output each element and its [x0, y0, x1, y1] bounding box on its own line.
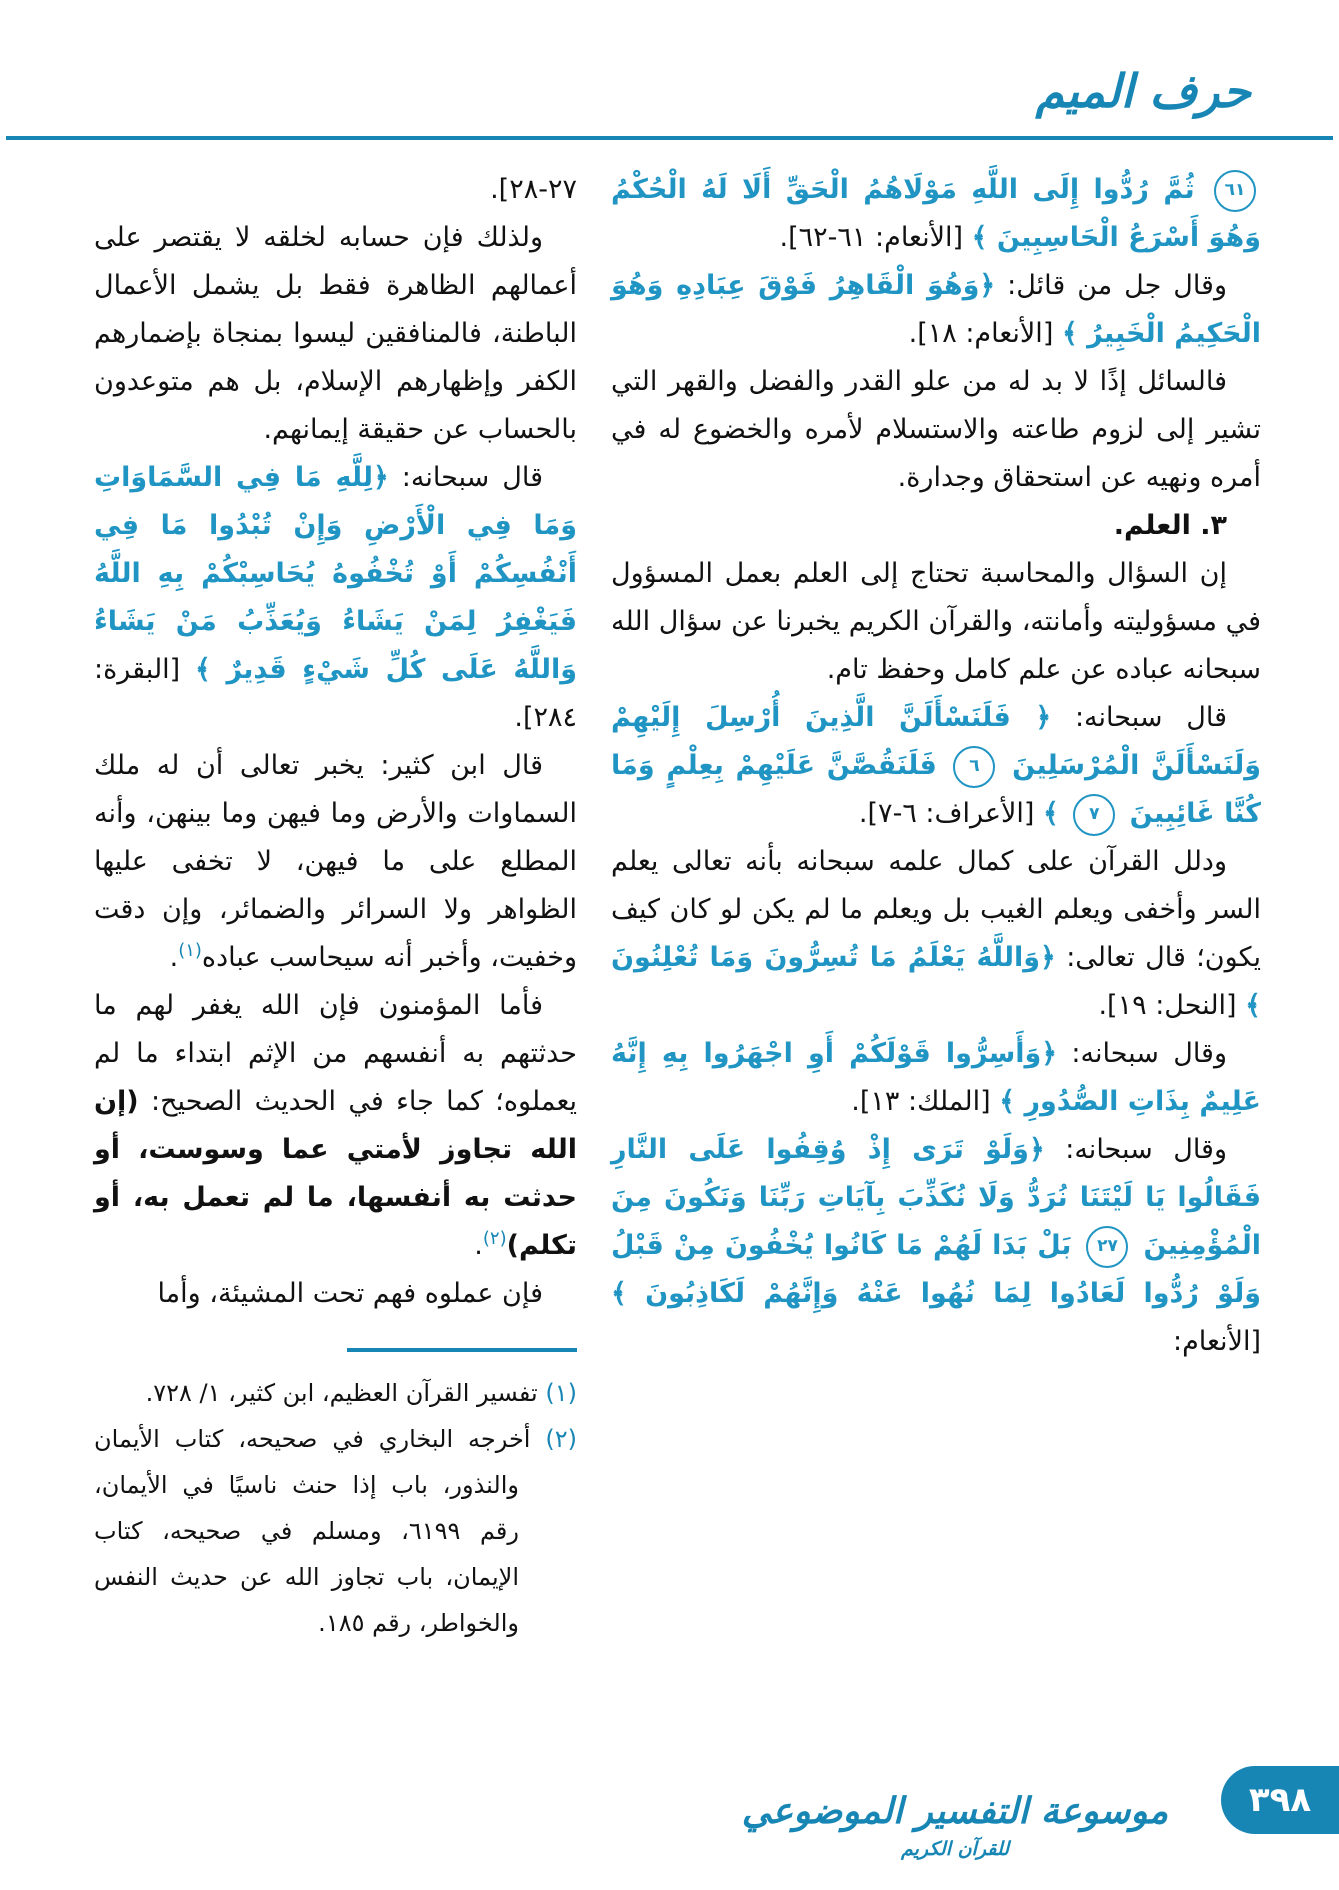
- quran-verse-segment: ﴿وَأَسِرُّوا قَوْلَكُمْ أَوِ اجْهَرُوا بِهِ إِنَّهُ عَلِيمٌ بِذَاتِ الصُّدُورِ ﴾: [611, 1038, 1261, 1117]
- verse-reference: [الملك: ١٣].: [851, 1086, 1000, 1117]
- verse-reference: [الأنعام: ٦١-٦٢].: [779, 222, 972, 253]
- text-segment: قال ابن كثير: يخبر تعالى أن له ملك السماوات والأرض وما فيهن وما بينهن، وأنه المطلع على ما فيهن، لا تخفى عليها الظواهر ولا السرائر والضمائر، وإن دقت وخفيت، وأخبر أنه سيحاسب عباده: [94, 750, 577, 973]
- text-segment: فالسائل إذًا لا بد له من علو القدر والفضل والقهر التي تشير إلى لزوم طاعته والاستسلام لأمره والخضوع له في أمره ونهيه عن استحقاق وجدارة.: [611, 366, 1261, 493]
- quran-verse-segment: ﴿وَهُوَ الْقَاهِرُ فَوْقَ عِبَادِهِ وَهُوَ الْحَكِيمُ الْخَبِيرُ ﴾: [611, 270, 1261, 349]
- paragraph: [94, 214, 577, 454]
- text-segment: ودلل القرآن على كمال علمه سبحانه بأنه تعالى يعلم السر وأخفى ويعلم الغيب بل ويعلم ما لم يكن لو كان كيف يكون؛ قال تعالى:: [611, 846, 1261, 973]
- text-segment: فإن عملوه فهم تحت المشيئة، وأما: [157, 1278, 543, 1309]
- text-segment: وقال جل من قائل:: [995, 270, 1227, 301]
- ayah-number-marker: ٢٧: [1086, 1226, 1128, 1268]
- footnotes: [94, 1370, 577, 1646]
- paragraph: [94, 166, 577, 214]
- ayah-number-marker: ٧: [1073, 794, 1115, 836]
- text-segment: وقال سبحانه:: [1057, 1038, 1227, 1069]
- hadith-bold-segment: ٣. العلم.: [1113, 510, 1227, 541]
- footnote-separator: [347, 1348, 577, 1352]
- text-segment: قال سبحانه:: [1051, 702, 1227, 733]
- quran-verse-segment: ثُمَّ رُدُّوا إِلَى اللَّهِ مَوْلَاهُمُ الْحَقِّ أَلَا لَهُ الْحُكْمُ وَهُوَ أَسْرَعُ الْحَاسِبِينَ ﴾: [611, 174, 1261, 253]
- paragraph: [611, 358, 1261, 502]
- paragraph: [94, 1270, 577, 1318]
- footnote: (١) تفسير القرآن العظيم، ابن كثير، ١/ ٧٢٨.: [145, 1379, 577, 1407]
- text-segment: إن السؤال والمحاسبة تحتاج إلى العلم بعمل المسؤول في مسؤوليته وأمانته، والقرآن الكريم يخبرنا عن سؤال الله سبحانه عباده عن علم كامل وحفظ تام.: [611, 558, 1261, 685]
- text-segment: .: [474, 1230, 483, 1261]
- paragraph: [611, 166, 1261, 262]
- verse-reference: ٢٧-٢٨].: [490, 174, 577, 205]
- ayah-number-marker: ٦: [953, 746, 995, 788]
- text-segment: وقال سبحانه:: [1044, 1134, 1227, 1165]
- section-heading: [611, 502, 1261, 550]
- text-segment: .: [169, 942, 179, 973]
- paragraph: [94, 982, 577, 1270]
- column-left: [94, 166, 577, 1646]
- page-header: [0, 0, 1339, 118]
- footnote-marker: (١): [537, 1379, 577, 1407]
- paragraph: [611, 694, 1261, 838]
- text-segment: قال سبحانه:: [388, 462, 543, 493]
- ayah-number-marker: ٦١: [1214, 170, 1256, 212]
- column-right: [611, 166, 1261, 1366]
- publisher-logo-subtitle: للقرآن الكريم: [901, 1838, 1009, 1860]
- quran-verse-segment: ﴿وَاللَّهُ يَعْلَمُ مَا تُسِرُّونَ وَمَا تُعْلِنُونَ ﴾: [611, 942, 1261, 1021]
- paragraph: [94, 454, 577, 742]
- hadith-bold-segment: (إن الله تجاوز لأمتي عما وسوست، أو حدثت به أنفسها، ما لم تعمل به، أو تكلم): [94, 1086, 577, 1261]
- paragraph: [94, 742, 577, 982]
- publisher-logo-title: موسوعة التفسير الموضوعي: [741, 1791, 1169, 1832]
- verse-reference: [الأنعام: ١٨].: [908, 318, 1062, 349]
- verse-reference: [البقرة: ٢٨٤].: [94, 654, 577, 733]
- verse-reference: [الأعراف: ٦-٧].: [858, 798, 1044, 829]
- text-segment: فأما المؤمنون فإن الله يغفر لهم ما حدثتهم به أنفسهم من الإثم ابتداء ما لم يعملوه؛ كما جاء في الحديث الصحيح:: [94, 990, 577, 1117]
- paragraph: [611, 262, 1261, 358]
- quran-verse-segment: ﴿لِلَّهِ مَا فِي السَّمَاوَاتِ وَمَا فِي الْأَرْضِ وَإِنْ تُبْدُوا مَا فِي أَنْفُسِكُمْ أَوْ تُخْفُوهُ يُحَاسِبْكُمْ بِهِ اللَّهُ فَيَغْفِرُ لِمَنْ يَشَاءُ وَيُعَذِّبُ مَنْ يَشَاءُ وَاللَّهُ عَلَى كُلِّ شَيْءٍ قَدِيرٌ ﴾: [94, 462, 577, 685]
- quran-verse-segment: بَلْ بَدَا لَهُمْ مَا كَانُوا يُخْفُونَ مِنْ قَبْلُ وَلَوْ رُدُّوا لَعَادُوا لِمَا نُهُوا عَنْهُ وَإِنَّهُمْ لَكَاذِبُونَ ﴾: [611, 1230, 1261, 1309]
- text-segment: ولذلك فإن حسابه لخلقه لا يقتصر على أعمالهم الظاهرة فقط بل يشمل الأعمال الباطنة، فالمنافقين ليسوا بمنجاة بإضمارهم الكفر وإظهارهم الإسلام، بل هم متوعدون بالحساب عن حقيقة إيمانهم.: [94, 222, 577, 445]
- quran-verse-segment: فَلَنَقُصَّنَّ عَلَيْهِمْ بِعِلْمٍ وَمَا كُنَّا غَائِبِينَ: [611, 750, 1261, 829]
- footnote: (٢) أخرجه البخاري في صحيحه، كتاب الأيمان والنذور، باب إذا حنث ناسيًا في الأيمان، رقم ٦١٩٩، ومسلم في صحيحه، كتاب الإيمان، باب تجاوز الله عن حديث النفس والخواطر، رقم ١٨٥.: [94, 1425, 577, 1637]
- page-number: ٣٩٨: [1248, 1780, 1312, 1820]
- publisher-logo: [740, 1789, 1170, 1860]
- footnote-ref: (٢): [482, 1228, 507, 1249]
- quran-verse-segment: ﴾: [1043, 798, 1069, 829]
- chapter-title: حرف الميم: [1035, 64, 1251, 118]
- page-number-badge: [1221, 1766, 1339, 1834]
- column-left-text: [94, 166, 577, 1318]
- page-body: [0, 140, 1339, 1646]
- quran-verse-segment: ﴿وَلَوْ تَرَى إِذْ وُقِفُوا عَلَى النَّارِ فَقَالُوا يَا لَيْتَنَا نُرَدُّ وَلَا نُكَذِّبَ بِآيَاتِ رَبِّنَا وَنَكُونَ مِنَ الْمُؤْمِنِينَ: [611, 1134, 1261, 1261]
- paragraph: [611, 838, 1261, 1030]
- paragraph: [611, 1126, 1261, 1366]
- verse-reference: [الأنعام:: [1172, 1326, 1261, 1357]
- footnote-marker: (٢): [530, 1425, 577, 1453]
- quran-verse-segment: ﴿ فَلَنَسْأَلَنَّ الَّذِينَ أُرْسِلَ إِلَيْهِمْ وَلَنَسْأَلَنَّ الْمُرْسَلِينَ: [611, 702, 1261, 781]
- paragraph: [611, 550, 1261, 694]
- footnote-ref: (١): [178, 940, 202, 961]
- verse-reference: [النحل: ١٩].: [1098, 990, 1246, 1021]
- paragraph: [611, 1030, 1261, 1126]
